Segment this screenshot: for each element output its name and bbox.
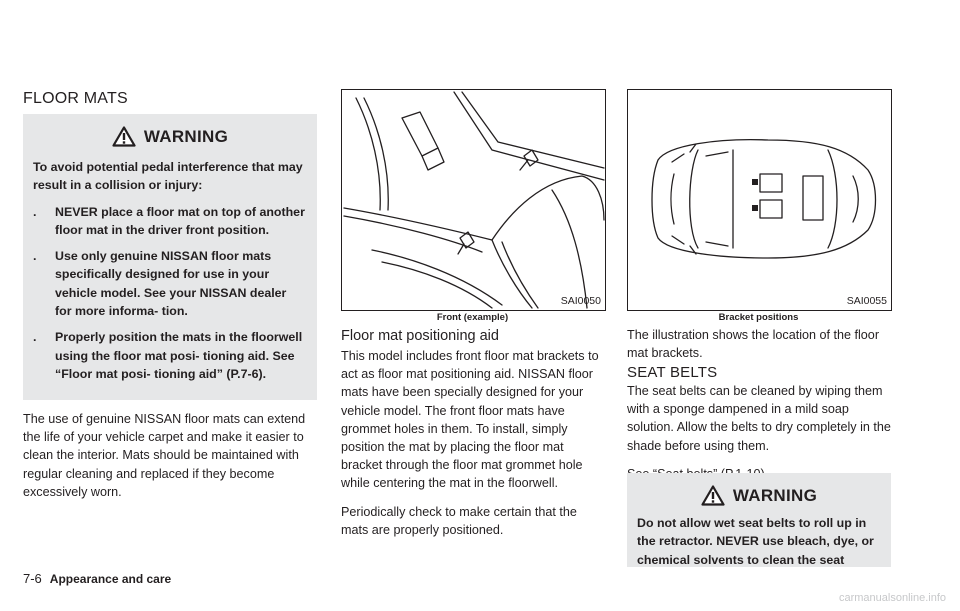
warning-bullet-text: Properly position the mats in the floorwell using the floor mat posi- tioning aid. See “Floor mat posi- tioning aid” (P.7-6).	[55, 330, 303, 381]
figure-caption: Front (example)	[436, 312, 509, 323]
figure-code: SAI0055	[846, 295, 887, 307]
chapter-title: Appearance and care	[49, 572, 172, 586]
warning-title: WARNING	[732, 485, 818, 505]
figure-bracket-positions	[627, 89, 892, 311]
page-number: 7-6	[23, 571, 42, 586]
subsection-heading-positioning-aid: Floor mat positioning aid	[341, 328, 499, 344]
warning-bullet-text: NEVER place a floor mat on top of another floor mat in the driver front position.	[55, 204, 305, 237]
paragraph-text: The use of genuine NISSAN floor mats can extend the life of your vehicle carpet and make it easier to clean the interior. Mats should be maintained with regular cleaning and replaced if they become excessively worn.	[23, 412, 306, 499]
paragraph-text: The seat belts can be cleaned by wiping them with a sponge dampened in a mild soap solution. Allow the belts to dry completely in the shade before using them.	[627, 384, 891, 453]
warning-bullet: . Properly position the mats in the floorwell using the floor mat posi- tioning aid. See “Floor mat posi- tioning aid” (P.7-6).	[33, 328, 305, 383]
warning-bullet: . NEVER place a floor mat on top of another floor mat in the driver front position.	[33, 203, 305, 240]
warning-body	[23, 147, 317, 383]
warning-body	[627, 506, 891, 567]
positioning-aid-text	[341, 347, 605, 549]
bracket-marker	[752, 205, 758, 211]
figure-front-floor	[341, 89, 606, 311]
warning-triangle-icon	[701, 485, 725, 506]
warning-triangle-icon	[112, 126, 136, 147]
warning-header	[627, 485, 891, 506]
floor-illustration	[342, 90, 605, 310]
warning-bullet: . Use only genuine NISSAN floor mats specifically designed for use in your vehicle model. See your NISSAN dealer for more informa- tion.	[33, 247, 305, 320]
warning-bullet-text: Use only genuine NISSAN floor mats specifically designed for use in your vehicle model. See your NISSAN dealer for more informa- tion.	[55, 249, 287, 319]
warning-text: Do not allow wet seat belts to roll up in the retractor. NEVER use bleach, dye, or chemical solvents to clean the seat	[637, 516, 874, 567]
section-heading-seat-belts: SEAT BELTS	[627, 364, 718, 381]
section-heading-floor-mats: FLOOR MATS	[23, 90, 128, 107]
floor-mats-warning-box	[23, 114, 317, 400]
warning-title: WARNING	[143, 126, 229, 146]
paragraph-text: The illustration shows the location of the floor mat brackets.	[627, 328, 880, 361]
watermark: carmanualsonline.info	[838, 592, 946, 604]
figure-code: SAI0050	[560, 295, 601, 307]
paragraph-text: This model includes front floor mat brackets to act as floor mat positioning aid. NISSAN floor mats have been specially designed for your vehicle model. The front floor mats have grommet holes in them. To install, simply position the mat by placing the floor mat bracket through the floor mat grommet hole while centering the mat in the floorwell.	[341, 349, 599, 491]
warning-intro: To avoid potential pedal interference that may result in a collision or injury:	[33, 160, 303, 193]
page-footer	[23, 571, 171, 586]
bracket-marker	[752, 179, 758, 185]
floor-mats-paragraph	[23, 410, 318, 511]
car-top-view-illustration	[628, 90, 891, 310]
paragraph-text: Periodically check to make certain that the mats are properly positioned.	[341, 504, 577, 537]
warning-header	[23, 126, 317, 147]
figure-caption: Bracket positions	[718, 312, 799, 323]
seat-belts-warning-box	[627, 473, 891, 567]
